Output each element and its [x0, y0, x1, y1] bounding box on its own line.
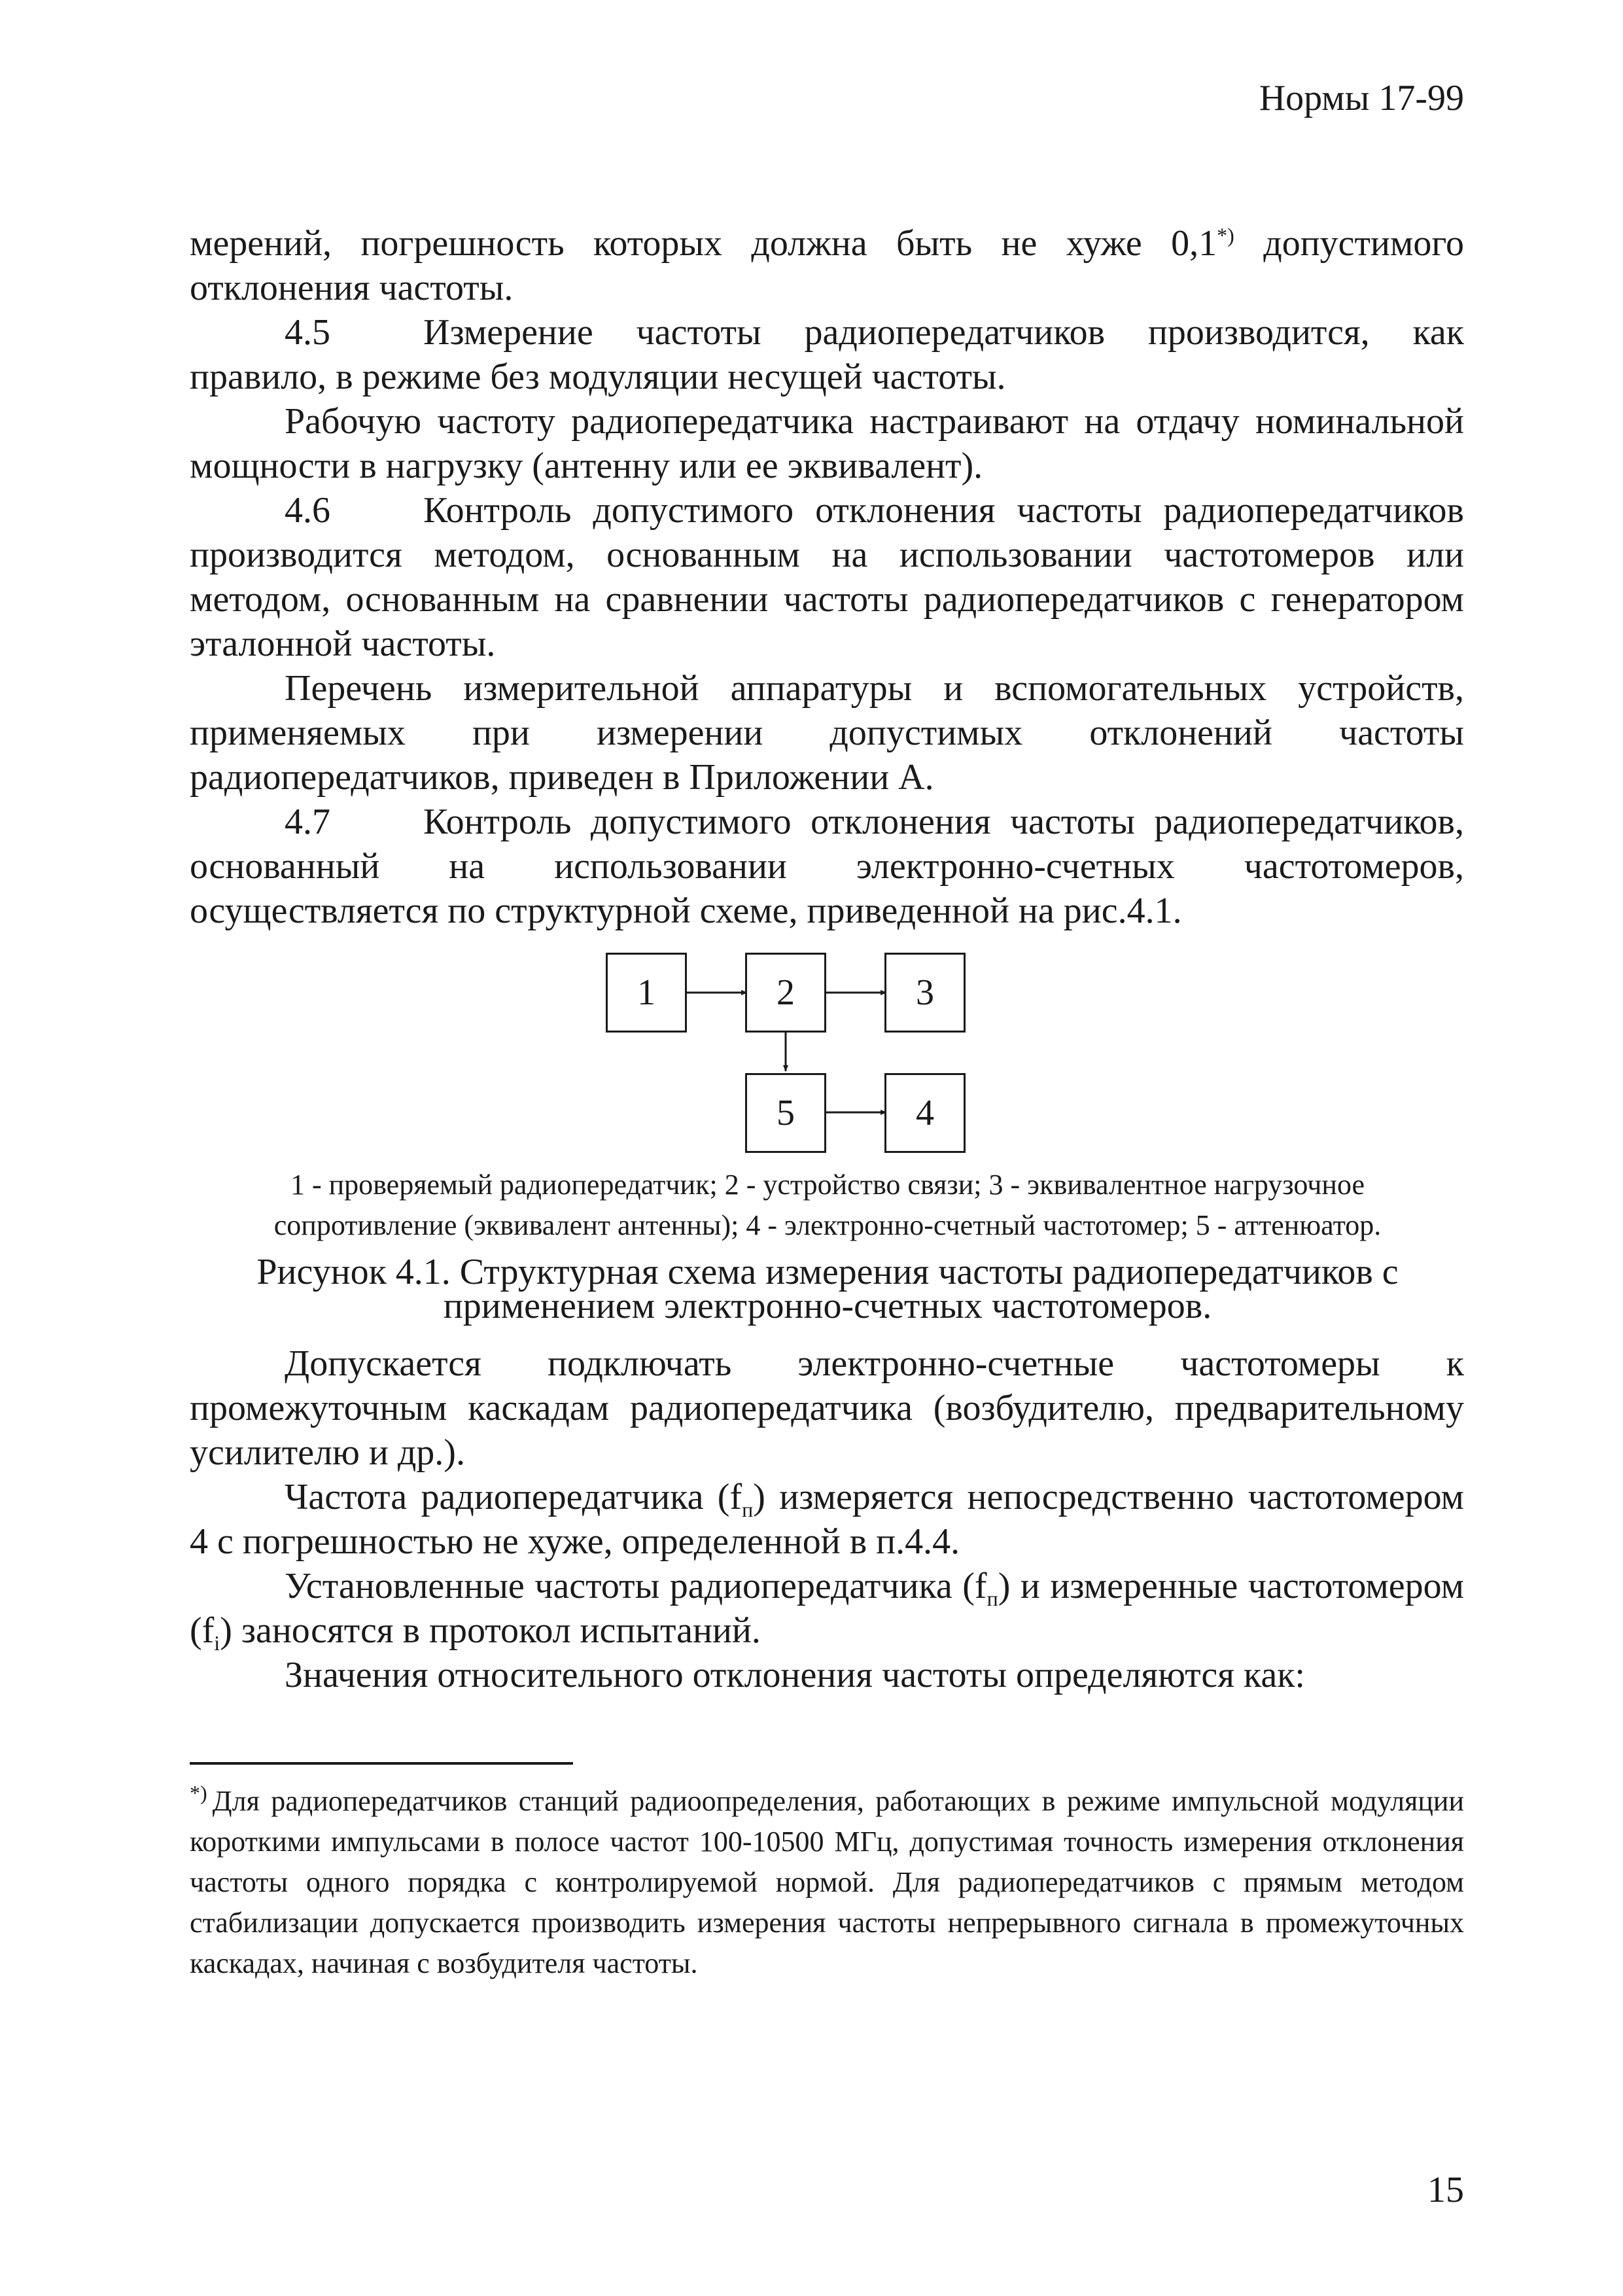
block-1-transmitter: 1: [606, 953, 687, 1033]
paragraph-text: допустимого отклонения частоты.: [190, 223, 1464, 308]
footnote-text: Для радиопередатчиков станций радиоопределения, работающих в режиме импульсной модуляции короткими импульсами в полосе частот 100-10500 МГц, допустимая точность измерения отклонения частоты одного порядка с контролируемой нормой. Для радиопередатчиков с прямым методом стабилизации допускается производить измерения частоты непрерывного сигнала в промежуточных каскадах, начиная с возбудителя частоты.: [190, 1785, 1464, 1979]
paragraph-text: ) измеряется непосредственно частотомером 4 с погрешностью не хуже, определенной в п.4.4.: [190, 1477, 1464, 1562]
footnote-mark: *): [190, 1781, 207, 1805]
section-number: 4.5: [285, 312, 330, 353]
subscript: п: [986, 1587, 998, 1611]
caption-line: применением электронно-счетных частотомеров.: [443, 1286, 1212, 1326]
page-number: 15: [1427, 2170, 1464, 2210]
paragraph-text: ) заносятся в протокол испытаний.: [220, 1610, 761, 1651]
section-number: 4.6: [285, 490, 330, 531]
figure-caption: [196, 1252, 1459, 1326]
section-number: 4.7: [285, 802, 330, 842]
running-header: Нормы 17-99: [1259, 78, 1464, 118]
paragraph-text: Установленные частоты радиопередатчика (f: [285, 1566, 987, 1606]
subscript: п: [742, 1498, 754, 1522]
paragraph-text: Измерение частоты радиопередатчиков производится, как правило, в режиме без модуляции несущей частоты.: [190, 312, 1464, 397]
block-3-dummy-load: 3: [884, 953, 966, 1033]
block-5-attenuator: 5: [745, 1073, 826, 1153]
body-text-top: [190, 221, 1464, 933]
paragraph-text: Контроль допустимого отклонения частоты радиопередатчиков производится методом, основанным на использовании частотомеров или методом, основанным на сравнении частоты радиопередатчиков с генератором эталонной частоты.: [190, 490, 1464, 664]
paragraph: Рабочую частоту радиопередатчика настраивают на отдачу номинальной мощности в нагрузку (антенну или ее эквивалент).: [190, 401, 1464, 486]
paragraph: [190, 1564, 1464, 1653]
subscript: i: [214, 1631, 220, 1655]
footnote: [190, 1781, 1464, 1984]
paragraph-text: ) и измеренные частотомером (f: [190, 1566, 1465, 1651]
caption-line: Рисунок 4.1. Структурная схема измерения частоты радиопередатчиков с: [256, 1252, 1399, 1292]
body-text-bottom: [190, 1341, 1464, 1697]
paragraph: Допускается подключать электронно-счетные частотомеры к промежуточным каскадам радиопередатчика (возбудителю, предварительному усилителю и др.).: [190, 1343, 1464, 1473]
paragraph-continuation: [190, 221, 1464, 310]
paragraph: Перечень измерительной аппаратуры и вспомогательных устройств, применяемых при измерении допустимых отклонений частоты радиопередатчиков, приведен в Приложении А.: [190, 668, 1464, 798]
paragraph-text: мерений, погрешность которых должна быть не хуже 0,1: [190, 223, 1217, 264]
footnote-separator: [190, 1762, 573, 1765]
paragraph-text: Частота радиопередатчика (f: [285, 1477, 742, 1517]
block-4-frequency-counter: 4: [884, 1073, 966, 1153]
paragraph-4-5: [190, 310, 1464, 399]
legend-line: сопротивление (эквивалент антенны); 4 - электронно-счетный частотомер; 5 - аттенюатор.: [273, 1209, 1382, 1241]
footnote-ref: *): [1217, 223, 1234, 247]
figure-legend: [196, 1165, 1459, 1246]
block-2-coupler: 2: [745, 953, 826, 1033]
paragraph-4-6: [190, 488, 1464, 666]
legend-line: 1 - проверяемый радиопередатчик; 2 - устройство связи; 3 - эквивалентное нагрузочное: [290, 1169, 1365, 1201]
paragraph: [190, 1475, 1464, 1564]
paragraph-text: Контроль допустимого отклонения частоты радиопередатчиков, основанный на использовании электронно-счетных частотомеров, осуществляется по структурной схеме, приведенной на рис.4.1.: [190, 802, 1464, 931]
paragraph-4-7: [190, 800, 1464, 933]
paragraph: Значения относительного отклонения частоты определяются как:: [285, 1655, 1305, 1695]
